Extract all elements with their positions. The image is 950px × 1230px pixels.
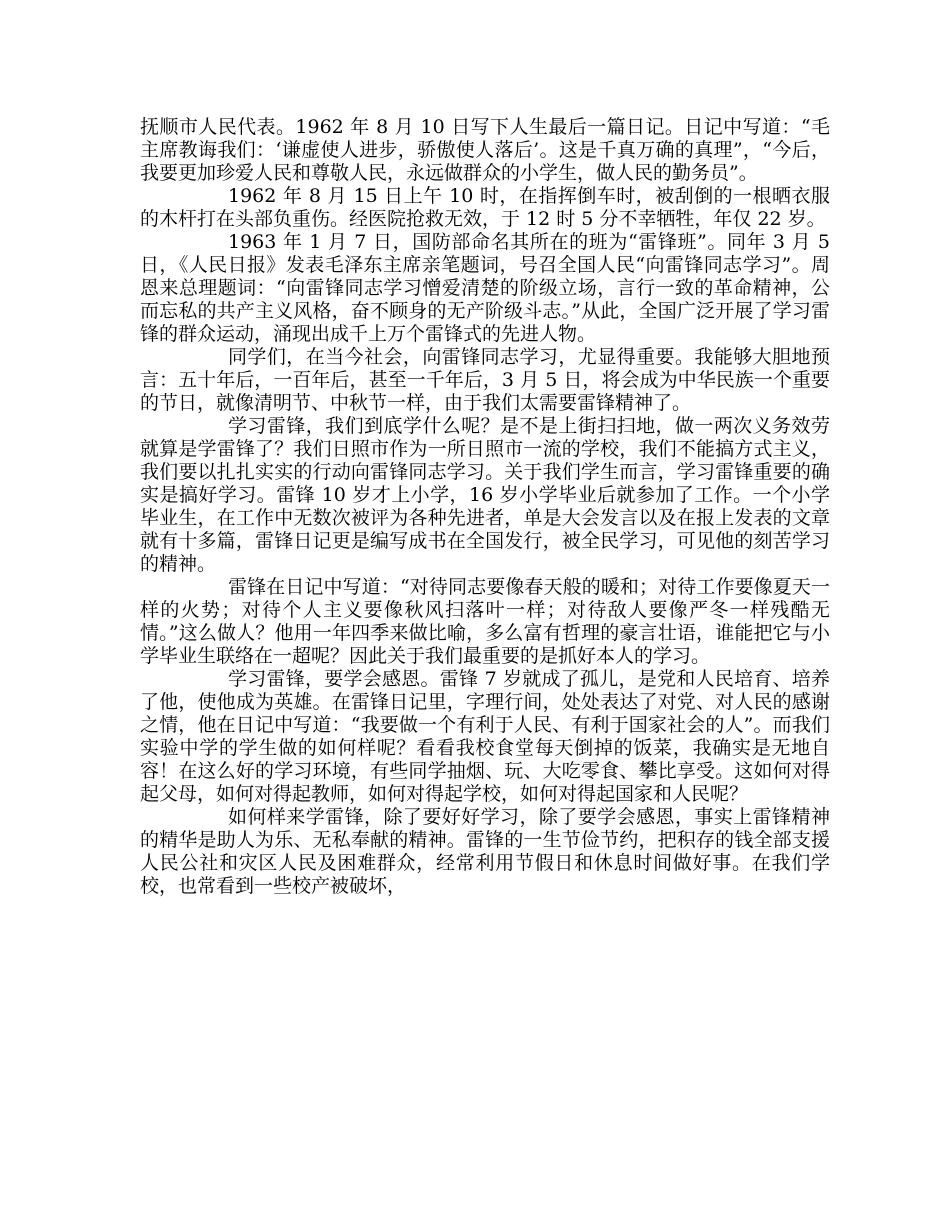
paragraph-8: 如何样来学雷锋，除了要好好学习，除了要学会感恩，事实上雷锋精神的精华是助人为乐、无私奉献的精神。雷锋的一生节俭节约，把积存的钱全部支援人民公社和灾区人民及困难群众，经常利用节假日和休息时间做好事。在我们学校，也常看到一些校产被破坏， [140, 806, 830, 897]
document-body [140, 116, 830, 898]
paragraph-1: 抚顺市人民代表。1962 年 8 月 10 日写下人生最后一篇日记。日记中写道：“毛主席教诲我们：‘谦虚使人进步，骄傲使人落后’。这是千真万确的真理”，“今后，我要更加珍爱人民和尊敬人民，永远做群众的小学生，做人民的勤务员”。 [140, 116, 830, 184]
paragraph-3: 1963 年 1 月 7 日，国防部命名其所在的班为“雷锋班”。同年 3 月 5 日，《人民日报》发表毛泽东主席亲笔题词，号召全国人民“向雷锋同志学习”。周恩来总理题词：“向雷锋同志学习憎爱清楚的阶级立场，言行一致的革命精神，公而忘私的共产主义风格，奋不顾身的无产阶级斗志。”从此，全国广泛开展了学习雷锋的群众运动，涌现出成千上万个雷锋式的先进人物。 [140, 231, 830, 345]
paragraph-5: 学习雷锋，我们到底学什么呢？是不是上街扫扫地，做一两次义务效劳就算是学雷锋了？我们日照市作为一所日照市一流的学校，我们不能搞方式主义，我们要以扎扎实实的行动向雷锋同志学习。关于我们学生而言，学习雷锋重要的确实是搞好学习。雷锋 10 岁才上小学，16 岁小学毕业后就参加了工作。一个小学毕业生，在工作中无数次被评为各种先进者，单是大会发言以及在报上发表的文章就有十多篇，雷锋日记更是编写成书在全国发行，被全民学习，可见他的刻苦学习的精神。 [140, 415, 830, 575]
paragraph-6: 雷锋在日记中写道：“对待同志要像春天般的暖和；对待工作要像夏天一样的火势；对待个人主义要像秋风扫落叶一样；对待敌人要像严冬一样残酷无情。”这么做人？他用一年四季来做比喻，多么富有哲理的豪言壮语，谁能把它与小学毕业生联络在一超呢？因此关于我们最重要的是抓好本人的学习。 [140, 576, 830, 667]
paragraph-4: 同学们，在当今社会，向雷锋同志学习，尤显得重要。我能够大胆地预言：五十年后，一百年后，甚至一千年后，3 月 5 日，将会成为中华民族一个重要的节日，就像清明节、中秋节一样，由于我们太需要雷锋精神了。 [140, 346, 830, 414]
paragraph-2: 1962 年 8 月 15 日上午 10 时，在指挥倒车时，被刮倒的一根晒衣服的木杆打在头部负重伤。经医院抢救无效，于 12 时 5 分不幸牺牲，年仅 22 岁。 [140, 185, 830, 230]
paragraph-7: 学习雷锋，要学会感恩。雷锋 7 岁就成了孤儿，是党和人民培育、培养了他，使他成为英雄。在雷锋日记里，字理行间，处处表达了对党、对人民的感谢之情，他在日记中写道：“我要做一个有利于人民、有利于国家社会的人”。而我们实验中学的学生做的如何样呢？看看我校食堂每天倒掉的饭菜，我确实是无地自容！在这么好的学习环境，有些同学抽烟、玩、大吃零食、攀比享受。这如何对得起父母，如何对得起教师，如何对得起学校，如何对得起国家和人民呢？ [140, 668, 830, 805]
